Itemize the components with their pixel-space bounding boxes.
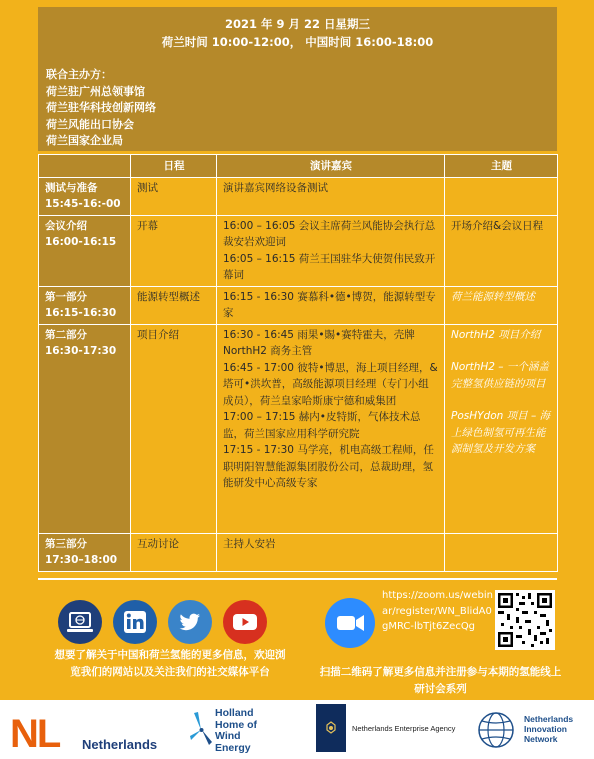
session-name: 会议介绍 — [45, 219, 87, 232]
session-cell — [39, 286, 131, 324]
nl-wordmark: Netherlands — [82, 737, 158, 752]
agenda-cell: 互动讨论 — [131, 533, 217, 571]
wind-turbine-icon — [190, 708, 214, 752]
social-promo-text: 想要了解关于中国和荷兰氢能的更多信息，欢迎浏览我们的网站以及关注我们的社交媒体平台 — [54, 649, 286, 678]
table-row — [39, 286, 558, 324]
table-row — [39, 324, 558, 533]
twitter-icon[interactable] — [168, 600, 212, 644]
event-time: 荷兰时间 10:00-12:00， 中国时间 16:00-18:00 — [161, 35, 434, 49]
qr-code[interactable] — [495, 590, 555, 650]
speaker-entry: 17:00 – 17:15 赫内•皮特斯，气体技术总监，荷兰国家应用科学研究院 — [223, 411, 421, 440]
topics-cell — [445, 215, 558, 286]
session-name: 第二部分 — [45, 328, 87, 341]
nin-wordmark: Netherlands Innovation Network — [524, 714, 574, 744]
speaker-entry: 16:30 - 16:45 雨果•賜•赛特霍夫，壳牌 NorthH2 商务主管 — [223, 328, 415, 357]
topics-cell — [445, 533, 558, 571]
schedule-table — [38, 154, 558, 572]
nl-mark: NL — [10, 712, 60, 756]
session-name: 第一部分 — [45, 290, 87, 303]
agenda-cell: 测试 — [131, 177, 217, 215]
youtube-icon[interactable] — [223, 600, 267, 644]
speaker-entry: 演讲嘉宾网络设备测试 — [223, 181, 328, 194]
header-empty-cell — [39, 155, 131, 178]
session-cell — [39, 324, 131, 533]
session-time: 15:45-16:-00 — [45, 198, 121, 210]
qr-promo-text: 扫描二维码了解更多信息并注册参与本期的氢能线上研讨会系列 — [319, 666, 562, 695]
speaker-entry: 16:05 – 16:15 荷兰王国驻华大使贺伟民致开幕词 — [223, 252, 436, 281]
event-header — [38, 7, 557, 151]
header-topics: 主题 — [445, 155, 558, 178]
session-time: 16:15-16:30 — [45, 307, 117, 319]
agenda-cell: 能源转型概述 — [131, 286, 217, 324]
speaker-entry: 主持人安岩 — [223, 537, 276, 550]
session-cell — [39, 215, 131, 286]
speakers-cell — [217, 286, 445, 324]
partner-logos — [0, 700, 594, 759]
table-row — [39, 215, 558, 286]
speaker-entry: 16:45 - 17:00 彼特•博思，海上项目经理，& 塔可•洪坎普，高级能源项目经理（专门小组成员），荷兰皇家哈斯康宁德和威集团 — [223, 361, 438, 407]
organizer-item: 荷兰国家企业局 — [46, 134, 123, 147]
organizers-title: 联合主办方： — [46, 68, 112, 81]
topic-entry: NorthH2 项目介绍 — [451, 328, 541, 341]
nea-crest — [316, 704, 346, 752]
organizer-item: 荷兰风能出口协会 — [46, 117, 134, 131]
topic-entry: 荷兰能源转型概述 — [451, 290, 535, 303]
topic-entry: 开场介绍&会议日程 — [451, 219, 544, 232]
speaker-entry: 16:00 – 16:05 会议主席荷兰风能协会执行总裁安岩欢迎词 — [223, 219, 436, 248]
holland-home-of-wind-energy-logo — [190, 707, 257, 756]
topic-entry: NorthH2 – 一个涵盖完整氢供应链的项目 — [451, 361, 549, 390]
table-row — [39, 177, 558, 215]
social-icons — [58, 600, 278, 646]
globe-icon — [476, 710, 516, 750]
header-speakers: 演讲嘉宾 — [217, 155, 445, 178]
topics-cell — [445, 177, 558, 215]
speakers-cell — [217, 177, 445, 215]
topics-cell — [445, 286, 558, 324]
speaker-entry: 17:15 - 17:30 马学亮，机电高级工程师，任职明阳智慧能源集团股份公司，总裁助理，氢能研发中心高级专家 — [223, 444, 434, 489]
topic-entry: PosHYdon 项目 – 海上绿色制氢可再生能源制氢及开发方案 — [451, 410, 551, 455]
session-time: 16:30-17:30 — [45, 345, 117, 357]
footer-divider — [38, 578, 557, 580]
organizer-item: 荷兰驻华科技创新网络 — [46, 101, 156, 114]
registration-link[interactable]: https://zoom.us/webinar/register/WN_BlidA0gMRC-lbTjt6ZecQg — [382, 590, 493, 632]
agenda-cell: 开幕 — [131, 215, 217, 286]
speakers-cell — [217, 215, 445, 286]
table-row — [39, 533, 558, 571]
speakers-cell — [217, 324, 445, 533]
web-icon[interactable] — [58, 600, 102, 644]
session-name: 第三部分 — [45, 537, 87, 550]
organizers-list — [46, 67, 156, 150]
session-cell — [39, 177, 131, 215]
header-agenda: 日程 — [131, 155, 217, 178]
event-date: 2021 年 9 月 22 日星期三 — [224, 17, 371, 31]
session-cell — [39, 533, 131, 571]
linkedin-icon[interactable] — [113, 600, 157, 644]
session-time: 17:30–18:00 — [45, 554, 118, 566]
nea-wordmark: Netherlands Enterprise Agency — [352, 724, 456, 733]
zoom-icon[interactable] — [325, 598, 375, 648]
netherlands-innovation-network-logo — [476, 710, 574, 754]
organizer-item: 荷兰驻广州总领事馆 — [46, 84, 145, 98]
speaker-entry: 16:15 - 16:30 赛慕科•德•博贺，能源转型专家 — [223, 290, 436, 319]
topics-cell — [445, 324, 558, 533]
speakers-cell — [217, 533, 445, 571]
session-name: 测试与准备 — [45, 181, 98, 194]
schedule-header-row — [39, 155, 558, 178]
hhwe-wordmark: Holland Home of Wind Energy — [215, 707, 257, 754]
agenda-cell: 项目介绍 — [131, 324, 217, 533]
session-time: 16:00-16:15 — [45, 236, 117, 248]
